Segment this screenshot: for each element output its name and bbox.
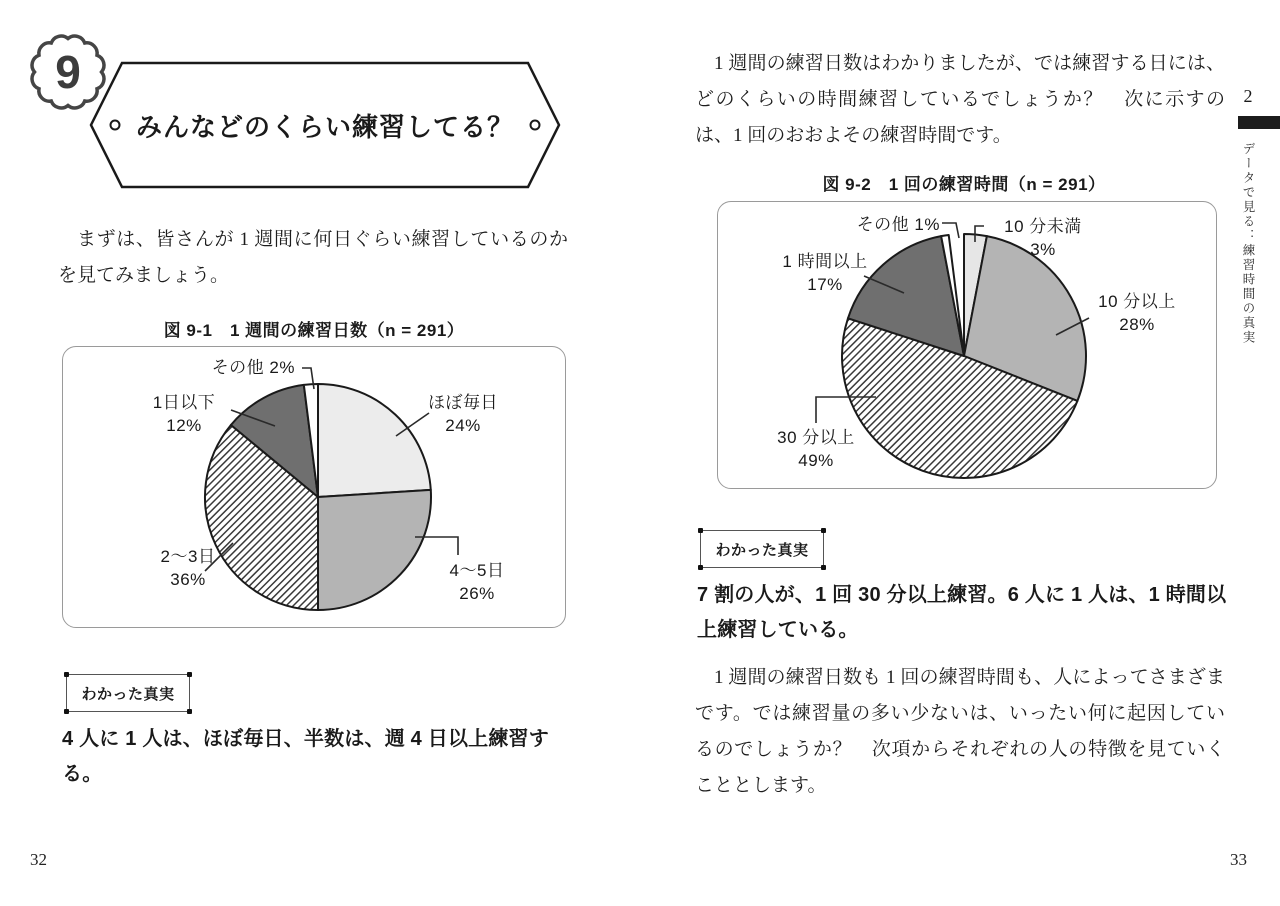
- corner-dot-icon: [821, 528, 826, 533]
- corner-dot-icon: [187, 709, 192, 714]
- left-intro-paragraph: まずは、皆さんが 1 週間に何日ぐらい練習しているのかを見てみましょう。: [58, 229, 568, 286]
- label-10fun-ijo: 10 分以上 28%: [1098, 292, 1176, 334]
- corner-dot-icon: [698, 528, 703, 533]
- right-closing-paragraph: 1 週間の練習日数も 1 回の練習時間も、人によってさまざまです。では練習量の多い少ないは、いったい何に起因しているのでしょうか？ 次項からそれぞれの人の特徴を見ていくこととします。: [695, 667, 1225, 796]
- corner-dot-icon: [64, 709, 69, 714]
- chapter-title: みんなどのくらい練習してる？: [135, 111, 514, 142]
- sidebar-chapter-title: データで見る：練習時間の真実: [1241, 142, 1255, 345]
- label-1nichi-ika: 1日以下 12%: [152, 393, 216, 435]
- sidebar-chapter-number: 2: [1243, 86, 1253, 106]
- label-2-3nichi: 2〜3日 36%: [160, 547, 216, 589]
- figure-9-1-panel: [62, 346, 566, 628]
- truth-badge-left: わかった真実: [66, 674, 190, 712]
- figure-9-2-title: 図 9-2 1 回の練習時間（n = 291）: [822, 175, 1106, 194]
- truth-statement-right: 7 割の人が、1 回 30 分以上練習。6 人に 1 人は、1 時間以上練習している。: [697, 584, 1227, 641]
- label-sonota: その他 1%: [856, 215, 940, 234]
- truth-badge-right: わかった真実: [700, 530, 824, 568]
- label-30fun-ijo: 30 分以上 49%: [777, 428, 855, 470]
- label-4-5nichi: 4〜5日 26%: [449, 561, 505, 603]
- corner-dot-icon: [64, 672, 69, 677]
- page-number-right: 33: [1230, 850, 1247, 869]
- label-10fun-miman: 10 分未満 3%: [1004, 217, 1082, 259]
- corner-dot-icon: [698, 565, 703, 570]
- figure-9-2-panel: [717, 201, 1217, 489]
- corner-dot-icon: [821, 565, 826, 570]
- truth-statement-left: 4 人に 1 人は、ほぼ毎日、半数は、週 4 日以上練習する。: [62, 728, 549, 785]
- label-sonota: その他 2%: [211, 358, 295, 377]
- sidebar-chapter-bar: [1238, 116, 1280, 129]
- corner-dot-icon: [187, 672, 192, 677]
- figure-9-1-title: 図 9-1 1 週間の練習日数（n = 291）: [163, 321, 465, 340]
- chapter-number: 9: [55, 46, 81, 98]
- right-intro-paragraph: 1 週間の練習日数はわかりましたが、では練習する日には、どのくらいの時間練習しているでしょうか？ 次に示すのは、1 回のおおよその練習時間です。: [695, 53, 1225, 146]
- pie-slices: [205, 384, 431, 610]
- page-number-left: 32: [30, 850, 47, 869]
- label-hobo-mainichi: ほぼ毎日 24%: [428, 393, 498, 435]
- label-1jikan-ijo: 1 時間以上 17%: [782, 252, 868, 294]
